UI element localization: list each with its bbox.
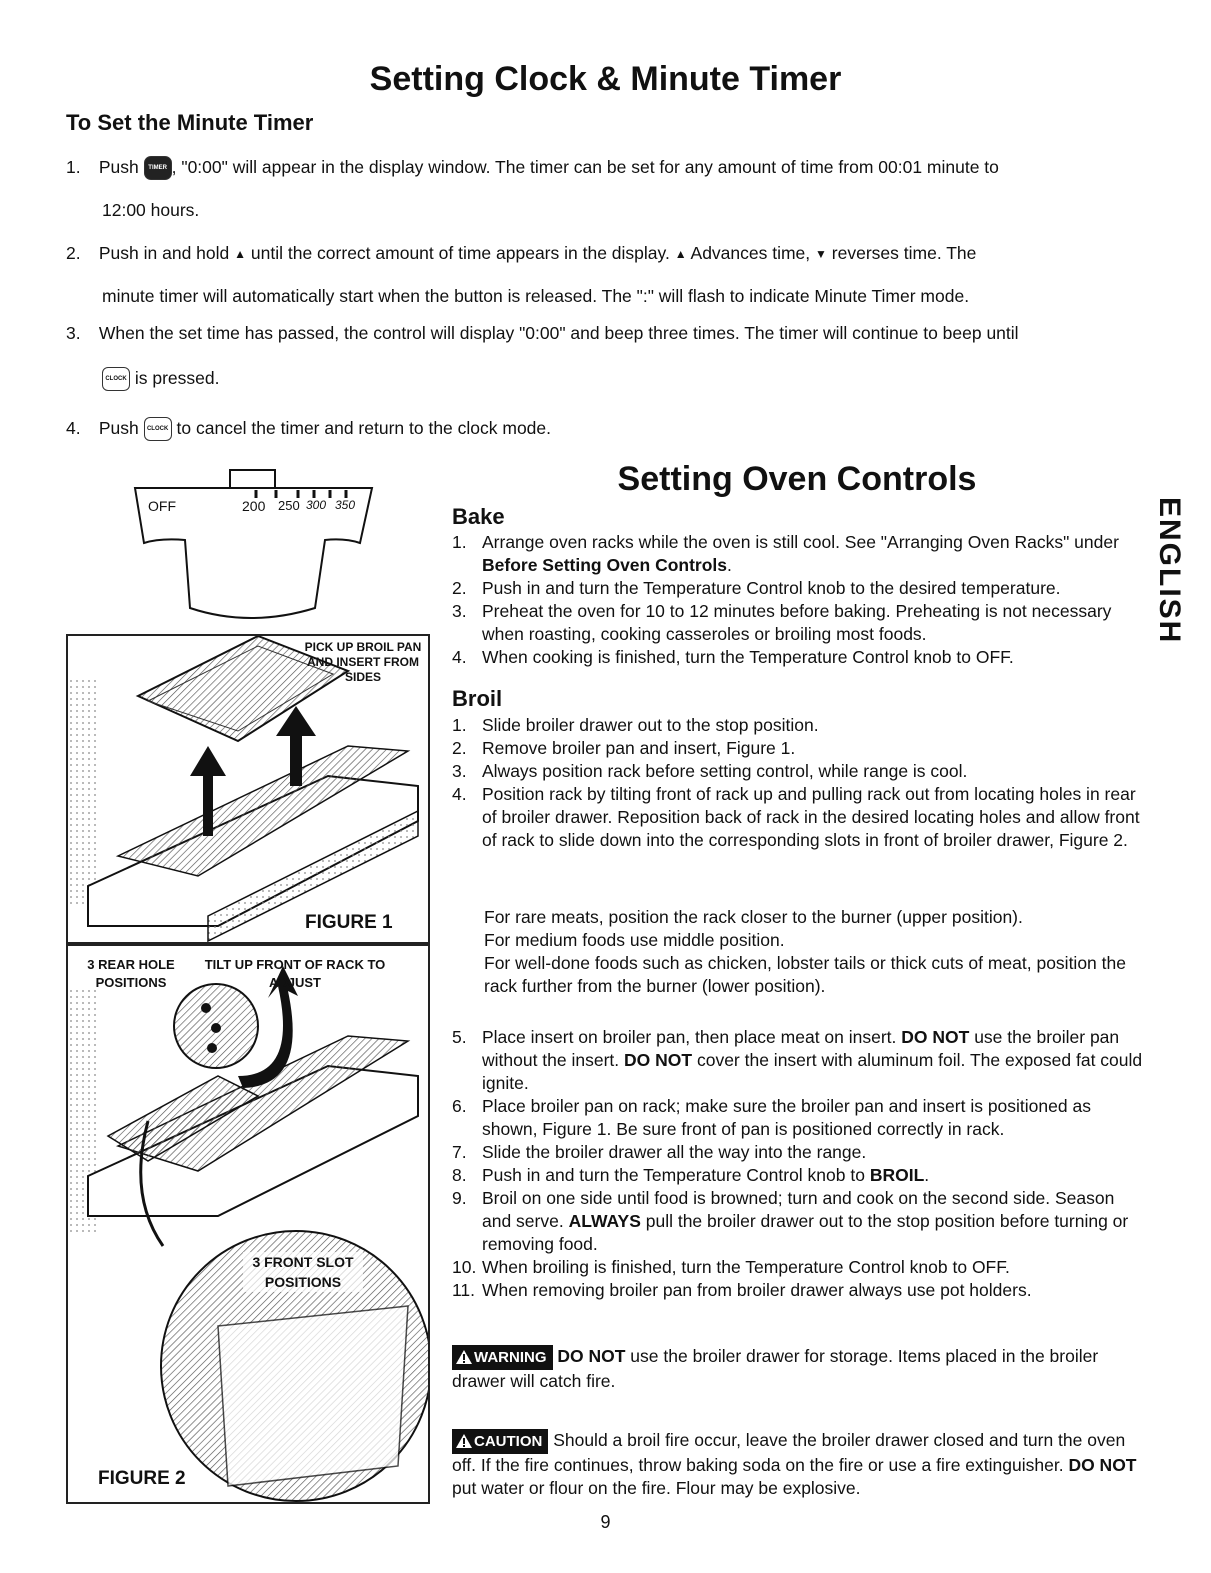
step-text: Remove broiler pan and insert, Figure 1. (482, 738, 796, 758)
step-number: 1. (66, 157, 81, 177)
step-number: 3. (452, 761, 467, 781)
step-number: 10. (452, 1257, 477, 1277)
step-text: When removing broiler pan from broiler drawer always use pot holders. (482, 1280, 1032, 1300)
step-bold: BROIL (869, 1165, 925, 1185)
timer-step-2-cont: minute timer will automatically start when the button is released. The ":" will flash to indicate Minute Timer mode. (102, 286, 970, 306)
caution-text: Should a broil fire occur, leave the broiler drawer closed and turn the oven off. If the fire continues, throw baking soda on the fire or use a fire extinguisher. (452, 1430, 1126, 1475)
broil-step (452, 1164, 1144, 1187)
page-title: Setting Clock & Minute Timer (369, 60, 842, 98)
broil-note: For well-done foods such as chicken, lobster tails or thick cuts of meat, position the rack further from the burner (lower position). (484, 953, 1126, 996)
step-text: Push (98, 418, 139, 438)
step-text: Push (98, 157, 139, 177)
step-number: 5. (452, 1027, 467, 1047)
step-text: use the broiler pan without the insert. (482, 1027, 1120, 1070)
step-text: Advances time, (690, 243, 811, 263)
step-text: Arrange oven racks while the oven is still cool. See "Arranging Oven Racks" under (482, 532, 1119, 552)
figure-2-callout-front: 3 FRONT SLOT POSITIONS (243, 1252, 363, 1292)
step-number: 4. (452, 784, 467, 804)
warning-badge-label: WARNING (474, 1349, 547, 1366)
oven-title: Setting Oven Controls (617, 460, 977, 498)
figure-2-callout-rear: 3 REAR HOLE POSITIONS (87, 957, 175, 990)
broil-list-a (452, 714, 1144, 852)
figure-1 (66, 634, 430, 944)
caution-block (452, 1429, 1144, 1500)
step-text: . (727, 555, 732, 575)
step-body (482, 646, 1014, 669)
step-text: reverses time. The (831, 243, 977, 263)
temperature-knob-illustration (130, 468, 380, 628)
caution-text: put water or flour on the fire. Flour may be explosive. (452, 1478, 861, 1498)
bake-step (452, 646, 1144, 669)
step-number: 3. (66, 323, 81, 343)
broil-step (452, 1187, 1144, 1256)
step-text: Preheat the oven for 10 to 12 minutes before baking. Preheating is not necessary when roasting, cooking casseroles or broiling most foods. (482, 601, 1112, 644)
caution-badge-label: CAUTION (474, 1433, 543, 1450)
broil-step (452, 1026, 1144, 1095)
clock-key-icon: CLOCK (144, 417, 172, 441)
step-text: When broiling is finished, turn the Temperature Control knob to OFF. (482, 1257, 1010, 1277)
broil-step (452, 783, 1144, 852)
bake-step (452, 531, 1144, 577)
timer-step-1-cont: 12:00 hours. (102, 200, 200, 220)
step-body (482, 1256, 1010, 1279)
broil-heading: Broil (452, 686, 503, 711)
broil-step (452, 1095, 1144, 1141)
step-body (482, 1026, 1144, 1095)
broil-list-b (452, 1026, 1144, 1302)
timer-step-2 (66, 240, 1166, 268)
bake-heading: Bake (452, 504, 505, 529)
step-number: 1. (452, 715, 467, 735)
knob-label: OFF (148, 498, 176, 514)
step-body (482, 600, 1144, 646)
bake-step (452, 600, 1144, 646)
side-language-label: ENGLISH (1153, 497, 1186, 645)
figure-2-callout-tilt: TILT UP FRONT OF RACK TO ADJUST (204, 957, 386, 990)
step-text: pull the broiler drawer out to the stop position before turning or removing food. (482, 1211, 1129, 1254)
warning-triangle-icon (456, 1434, 472, 1448)
warning-triangle-icon (456, 1350, 472, 1364)
figure-1-caption: FIGURE 1 (305, 912, 393, 933)
broil-step (452, 1141, 1144, 1164)
step-text: Slide broiler drawer out to the stop position. (482, 715, 819, 735)
broil-note: For rare meats, position the rack closer to the burner (upper position). (484, 907, 1023, 927)
warning-block (452, 1345, 1144, 1393)
broil-note: For medium foods use middle position. (484, 930, 785, 950)
timer-key-icon: TIMER (144, 156, 172, 180)
step-bold: Before Setting Oven Controls (482, 555, 728, 575)
step-text: Broil on one side until food is browned; turn and cook on the second side. Season and serve. (482, 1188, 1115, 1231)
step-body (482, 1279, 1032, 1302)
step-text: Place broiler pan on rack; make sure the broiler pan and insert is positioned as shown, Figure 1. Be sure front of pan is positioned correctly in rack. (482, 1096, 1091, 1139)
knob-label: 250 (278, 498, 300, 513)
step-number: 2. (452, 578, 467, 598)
step-number: 1. (452, 532, 467, 552)
step-body (482, 1141, 866, 1164)
step-body (482, 1187, 1144, 1256)
step-body (482, 531, 1144, 577)
step-text: Push in and turn the Temperature Control knob to the desired temperature. (482, 578, 1061, 598)
step-text: . (924, 1165, 930, 1185)
bake-step (452, 577, 1144, 600)
timer-step-3 (66, 320, 1166, 347)
figure-2 (66, 944, 430, 1504)
step-bold: DO NOT (901, 1027, 970, 1047)
broil-step (452, 760, 1144, 783)
step-number: 7. (452, 1142, 467, 1162)
warning-badge (452, 1345, 553, 1370)
step-number: 2. (452, 738, 467, 758)
knob-label: 200 (242, 498, 266, 514)
figure-2-caption: FIGURE 2 (98, 1468, 186, 1489)
bake-list (452, 531, 1144, 669)
step-number: 2. (66, 243, 81, 263)
step-text: to cancel the timer and return to the clock mode. (176, 418, 552, 438)
warning-bold: DO NOT (557, 1346, 626, 1367)
step-text: Push in and turn the Temperature Control knob to (482, 1165, 870, 1185)
step-bold: ALWAYS (568, 1211, 641, 1231)
up-arrow-icon: ▲ (674, 246, 687, 261)
timer-step-1 (66, 154, 1166, 181)
warning-text: use the broiler drawer for storage. Items placed in the broiler drawer will catch fire. (452, 1346, 1099, 1391)
step-number: 6. (452, 1096, 467, 1116)
step-body (482, 1095, 1144, 1141)
step-text: When the set time has passed, the control will display "0:00" and beep three times. The timer will continue to beep until (98, 323, 1019, 343)
knob-label: 300 (306, 498, 327, 512)
broil-step (452, 1279, 1144, 1302)
clock-key-icon: CLOCK (102, 367, 130, 391)
step-text: Slide the broiler drawer all the way into the range. (482, 1142, 867, 1162)
step-number: 11. (452, 1280, 476, 1300)
step-bold: DO NOT (624, 1050, 693, 1070)
step-body (482, 1164, 929, 1187)
step-text: cover the insert with aluminum foil. The exposed fat could ignite. (482, 1050, 1143, 1093)
step-number: 3. (452, 601, 467, 621)
figure-1-callout: PICK UP BROIL PAN AND INSERT FROM SIDES (304, 640, 422, 684)
up-arrow-icon: ▲ (234, 246, 247, 261)
broil-step (452, 737, 1144, 760)
step-number: 4. (66, 418, 81, 438)
broil-notes (484, 906, 1144, 998)
caution-badge (452, 1429, 548, 1454)
step-number: 8. (452, 1165, 467, 1185)
step-text: , "0:00" will appear in the display window. The timer can be set for any amount of time from 00:01 minute to (171, 157, 999, 177)
page-number: 9 (600, 1512, 611, 1532)
down-arrow-icon: ▼ (815, 246, 827, 261)
knob-label: 350 (335, 498, 356, 512)
timer-step-4 (66, 415, 1166, 442)
step-text: Position rack by tilting front of rack up and pulling rack out from locating holes in rear of broiler drawer. Reposition back of rack in the desired locating holes and allow front of rack to slide down into the corresponding slots in front of broiler drawer, Figure 2. (482, 784, 1140, 850)
broil-step (452, 1256, 1144, 1279)
step-text: Place insert on broiler pan, then place meat on insert. (482, 1027, 902, 1047)
timer-heading: To Set the Minute Timer (66, 110, 314, 135)
step-text: Push in and hold (98, 243, 230, 263)
step-text: is pressed. (134, 368, 220, 388)
step-text: When cooking is finished, turn the Temperature Control knob to OFF. (482, 647, 1014, 667)
step-number: 4. (452, 647, 467, 667)
step-text: until the correct amount of time appears in the display. (250, 243, 670, 263)
step-body (482, 577, 1061, 600)
step-text: Always position rack before setting control, while range is cool. (482, 761, 968, 781)
timer-step-3-cont (102, 365, 220, 392)
step-number: 9. (452, 1188, 467, 1208)
broil-step (452, 714, 1144, 737)
caution-bold: DO NOT (1068, 1455, 1137, 1475)
